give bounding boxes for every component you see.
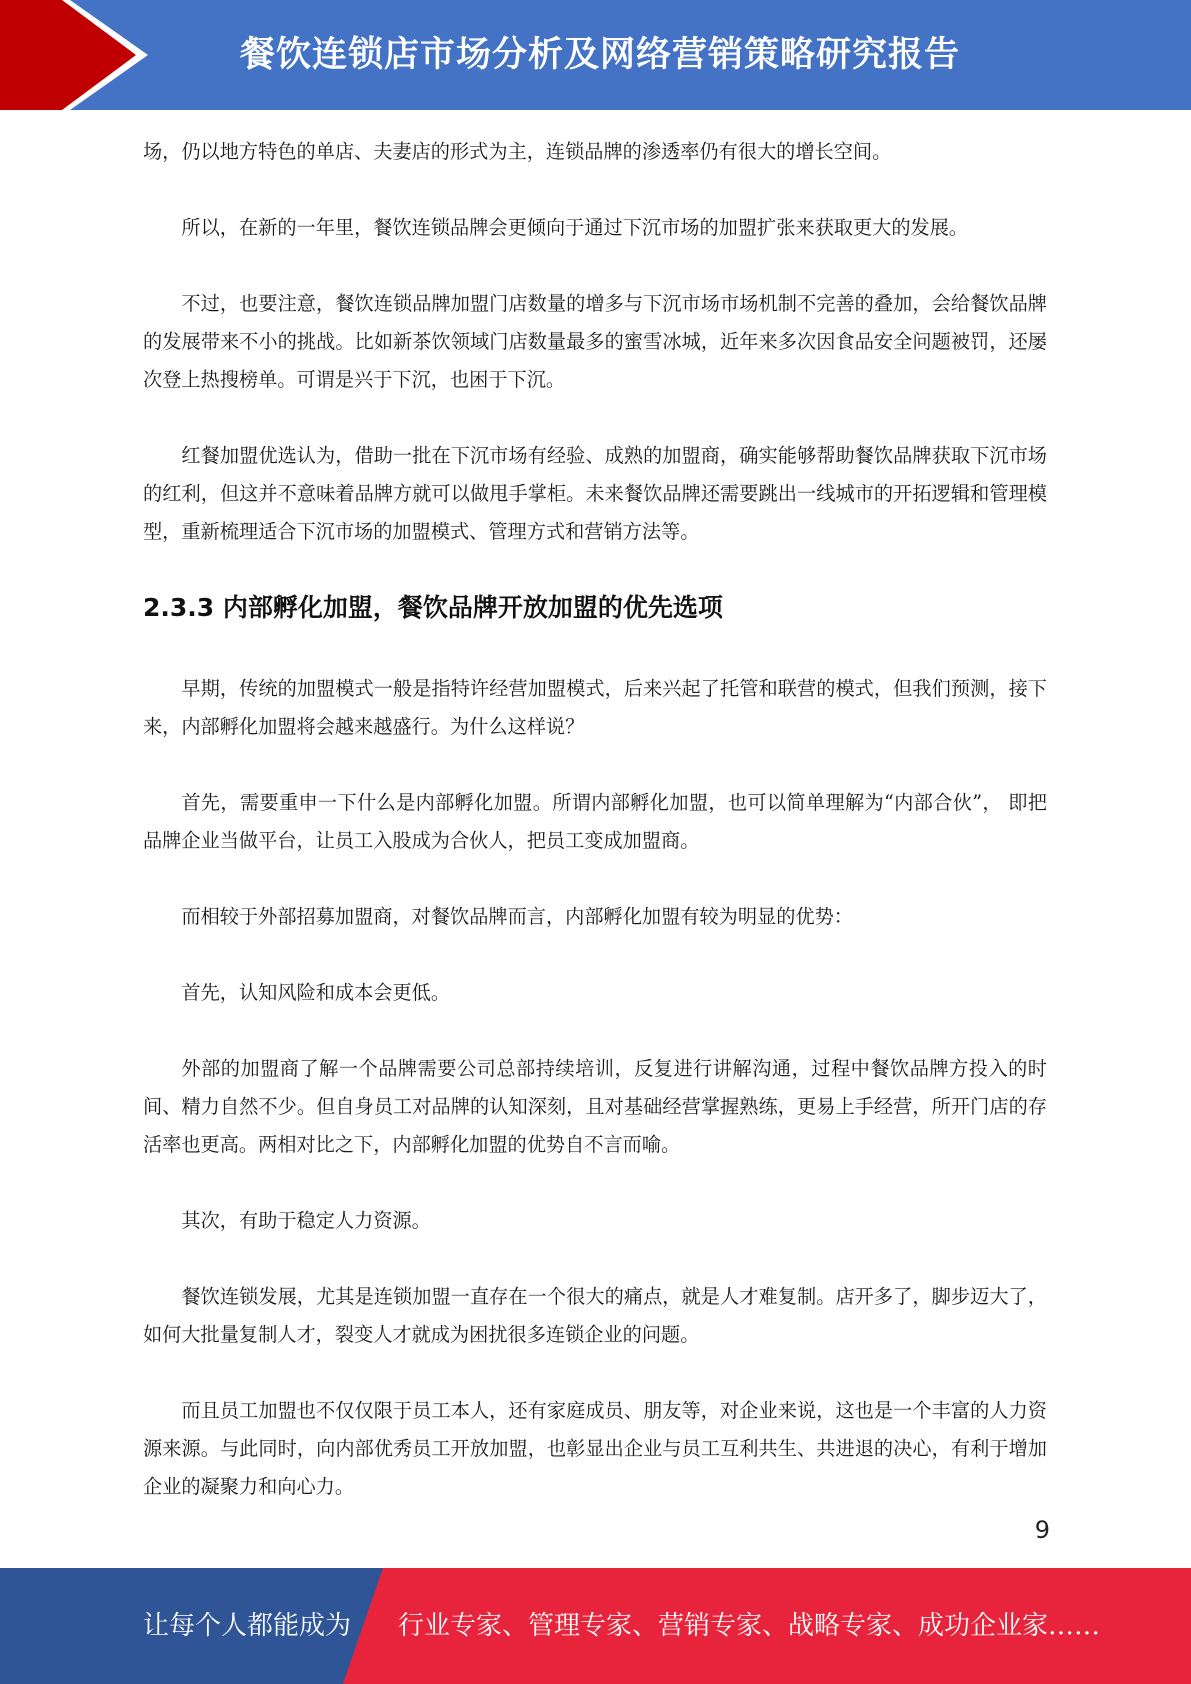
paragraph-9: 外部的加盟商了解一个品牌需要公司总部持续培训，反复进行讲解沟通，过程中餐饮品牌方投入的时间、精力自然不少。但自身员工对品牌的认知深刻，且对基础经营掌握熟练，更易上手经营，所开门店的存活率也更高。两相对比之下，内部孵化加盟的优势自不言而喻。 bbox=[143, 1057, 1047, 1156]
paragraph-2: 所以，在新的一年里，餐饮连锁品牌会更倾向于通过下沉市场的加盟扩张来获取更大的发展。 bbox=[181, 216, 969, 239]
page-header bbox=[0, 0, 1191, 110]
paragraph-8: 首先，认知风险和成本会更低。 bbox=[181, 981, 451, 1004]
paragraph-7: 而相较于外部招募加盟商，对餐饮品牌而言，内部孵化加盟有较为明显的优势： bbox=[181, 905, 853, 928]
page-body bbox=[143, 133, 1047, 1544]
header-chevron-icon bbox=[0, 0, 160, 110]
page-number: 9 bbox=[1034, 1516, 1050, 1544]
footer-slogan-right: 行业专家、管理专家、营销专家、战略专家、成功企业家…… bbox=[398, 1611, 1101, 1641]
paragraph-12: 而且员工加盟也不仅仅限于员工本人，还有家庭成员、朋友等，对企业来说，这也是一个丰富的人力资源来源。与此同时，向内部优秀员工开放加盟，也彰显出企业与员工互利共生、共进退的决心，有利于增加企业的凝聚力和向心力。 bbox=[143, 1399, 1047, 1498]
page-footer bbox=[0, 1568, 1191, 1684]
paragraph-3: 不过，也要注意，餐饮连锁品牌加盟门店数量的增多与下沉市场市场机制不完善的叠加，会给餐饮品牌的发展带来不小的挑战。比如新茶饮领域门店数量最多的蜜雪冰城，近年来多次因食品安全问题被罚，还屡次登上热搜榜单。可谓是兴于下沉，也困于下沉。 bbox=[143, 292, 1047, 391]
paragraph-6: 首先，需要重申一下什么是内部孵化加盟。所谓内部孵化加盟，也可以简单理解为“内部合伙”， 即把品牌企业当做平台，让员工入股成为合伙人，把员工变成加盟商。 bbox=[143, 791, 1047, 852]
report-title: 餐饮连锁店市场分析及网络营销策略研究报告 bbox=[240, 35, 961, 75]
paragraph-10: 其次，有助于稳定人力资源。 bbox=[181, 1209, 431, 1232]
paragraph-11: 餐饮连锁发展，尤其是连锁加盟一直存在一个很大的痛点，就是人才难复制。店开多了，脚步迈大了，如何大批量复制人才，裂变人才就成为困扰很多连锁企业的问题。 bbox=[143, 1285, 1047, 1346]
paragraph-4: 红餐加盟优选认为，借助一批在下沉市场有经验、成熟的加盟商，确实能够帮助餐饮品牌获取下沉市场的红利，但这并不意味着品牌方就可以做甩手掌柜。未来餐饮品牌还需要跳出一线城市的开拓逻辑和管理模型，重新梳理适合下沉市场的加盟模式、管理方式和营销方法等。 bbox=[143, 444, 1047, 543]
footer-slogan-left: 让每个人都能成为 bbox=[143, 1611, 352, 1641]
section-heading: 2.3.3 内部孵化加盟，餐饮品牌开放加盟的优先选项 bbox=[143, 593, 723, 622]
paragraph-5: 早期，传统的加盟模式一般是指特许经营加盟模式，后来兴起了托管和联营的模式，但我们预测，接下来，内部孵化加盟将会越来越盛行。为什么这样说？ bbox=[143, 677, 1047, 738]
paragraph-1: 场，仍以地方特色的单店、夫妻店的形式为主，连锁品牌的渗透率仍有很大的增长空间。 bbox=[143, 140, 892, 163]
